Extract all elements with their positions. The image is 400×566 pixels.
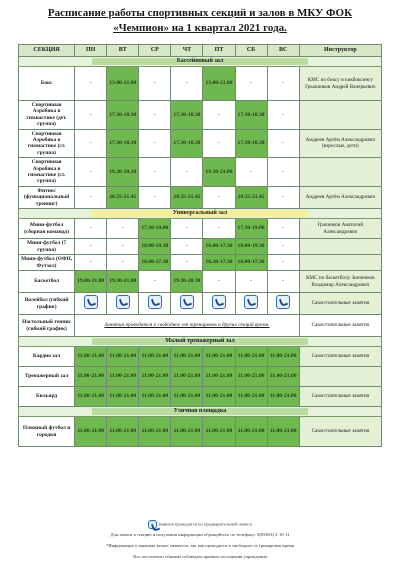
schedule-cell-mon: 11.00-21.00 [75, 347, 107, 367]
instructor-column-header: Инструктор [299, 45, 381, 57]
header-row [19, 45, 382, 57]
schedule-cell-sun: - [267, 129, 299, 158]
table-row [19, 387, 382, 407]
activity-name: Баскетбол [19, 271, 75, 293]
activity-name: Спортивная Аэробика в гимнастике (ст. группа) [19, 158, 75, 187]
schedule-cell-fri: 11.00-21.00 [203, 387, 235, 407]
table-row [19, 67, 382, 101]
schedule-cell-wed: 18.00-19.30 [139, 239, 171, 255]
schedule-cell-thu: 20.35-21.45 [171, 186, 203, 208]
schedule-cell-wed: - [139, 158, 171, 187]
day-header: СБ [235, 45, 267, 57]
schedule-cell-sun: - [267, 239, 299, 255]
schedule-cell-mon: - [75, 129, 107, 158]
schedule-cell-tue: 13.00-21.00 [107, 67, 139, 101]
schedule-cell-tue: - [107, 239, 139, 255]
instructor-cell [299, 255, 381, 271]
schedule-cell-wed: - [139, 271, 171, 293]
schedule-cell-wed: 11.00-21.00 [139, 387, 171, 407]
schedule-cell-mon: - [75, 186, 107, 208]
schedule-cell-thu: - [171, 219, 203, 239]
instructor-cell [299, 367, 381, 387]
section-label: Уличная площадка [92, 408, 308, 414]
section-column-header: СЕКЦИЯ [19, 45, 75, 57]
schedule-cell-fri: 16.00-17.30 [203, 239, 235, 255]
phone-icon [148, 295, 162, 309]
schedule-cell-sat: 16.00-17.30 [235, 255, 267, 271]
schedule-cell-sat: - [235, 158, 267, 187]
schedule-cell-thu: 11.00-21.00 [171, 417, 203, 447]
section-header [19, 407, 382, 417]
section-header [19, 337, 382, 347]
section-header [19, 209, 382, 219]
phone-icon [116, 295, 130, 309]
schedule-cell-wed: 11.00-21.00 [139, 417, 171, 447]
schedule-cell-wed: - [139, 101, 171, 130]
schedule-cell-sat: 20.35-21.45 [235, 186, 267, 208]
schedule-cell-thu: 11.00-21.00 [171, 347, 203, 367]
section-label: Универсальный зал [92, 210, 308, 216]
schedule-cell-sun: - [267, 219, 299, 239]
schedule-cell-mon: - [75, 101, 107, 130]
schedule-cell-sun: 11.00-21.00 [267, 347, 299, 367]
table-row [19, 129, 382, 158]
schedule-cell-sat: 11.00-21.00 [235, 347, 267, 367]
schedule-cell-wed: - [139, 129, 171, 158]
table-row [19, 417, 382, 447]
schedule-cell-tue: 19.30-20.30 [107, 158, 139, 187]
schedule-cell-mon [75, 293, 107, 315]
schedule-cell-mon: 11.00-21.00 [75, 417, 107, 447]
activity-name: Фитнес (функциональный тренинг) [19, 186, 75, 208]
schedule-cell-thu: 19.30-20.30 [171, 271, 203, 293]
schedule-cell-mon: 19.00-21.00 [75, 271, 107, 293]
schedule-cell-sat: 18.00-19.30 [235, 239, 267, 255]
instructor-cell: КМС по боксу и кикбоксингу Грыжинков Андрей Валерьевич [299, 67, 381, 101]
schedule-cell-sat: 11.00-21.00 [235, 417, 267, 447]
instructor-cell: КМС по баскетболу Зинченков Владимир Александрович [299, 271, 381, 293]
instructor-cell: Самостоятельные занятия [299, 387, 381, 407]
tennis-note: Занятия проводятся в свободное от тренировок в других секций время. [104, 322, 270, 329]
schedule-cell-wed: 11.00-21.00 [139, 347, 171, 367]
schedule-cell-thu: 17.30-18.30 [171, 129, 203, 158]
schedule-cell-tue: - [107, 255, 139, 271]
phone-icon [148, 520, 157, 529]
schedule-cell-sun: 11.00-21.00 [267, 387, 299, 407]
phone-icon [276, 295, 290, 309]
day-header: ЧТ [171, 45, 203, 57]
instructor-cell [299, 101, 381, 130]
schedule-cell-sun: - [267, 67, 299, 101]
schedule-cell-mon: - [75, 67, 107, 101]
schedule-cell-sun: - [267, 186, 299, 208]
schedule-cell-sun: - [267, 255, 299, 271]
activity-name: Мини-футбол (ОФП, Футзал) [19, 255, 75, 271]
schedule-cell-wed: 16.00-17.30 [139, 255, 171, 271]
schedule-cell-wed: - [139, 186, 171, 208]
schedule-cell-thu: - [171, 239, 203, 255]
table-row [19, 367, 382, 387]
schedule-cell-sat: 11.00-21.00 [235, 387, 267, 407]
activity-name: Спортивная Аэробика в гимнастике (ст. группа) [19, 129, 75, 158]
instructor-cell [299, 158, 381, 187]
table-row [19, 293, 382, 315]
schedule-cell-tue: 11.00-21.00 [107, 347, 139, 367]
schedule-cell-sun: 11.00-21.00 [267, 367, 299, 387]
table-row [19, 315, 382, 337]
schedule-cell-fri: 11.00-21.00 [203, 367, 235, 387]
schedule-cell-fri: 11.00-21.00 [203, 417, 235, 447]
title-line-2: «Чемпион» на 1 квартал 2021 года. [113, 22, 287, 34]
schedule-cell-thu: 11.00-21.00 [171, 367, 203, 387]
schedule-cell-fri: - [203, 186, 235, 208]
section-label: Бассейновый зал [92, 58, 308, 64]
schedule-cell-wed [139, 293, 171, 315]
day-header: ПТ [203, 45, 235, 57]
schedule-cell-thu: 17.30-18.30 [171, 101, 203, 130]
schedule-cell-sat [235, 293, 267, 315]
table-row [19, 255, 382, 271]
activity-name: Мини-футбол (сборная команда) [19, 219, 75, 239]
footer-line-3: Все посетители обязаны соблюдать правила посещения учреждения [133, 554, 267, 559]
schedule-cell-sat: - [235, 271, 267, 293]
table-row [19, 186, 382, 208]
activity-name: Бокс [19, 67, 75, 101]
instructor-cell: Грачников Анатолий Александрович [299, 219, 381, 239]
schedule-cell-sun [267, 293, 299, 315]
footer-line-2: *Информация о занятиях может меняться, так как проводится в свободное от тренировок время [106, 543, 294, 548]
schedule-cell-fri: - [203, 271, 235, 293]
schedule-cell-mon: - [75, 158, 107, 187]
activity-name: Бильярд [19, 387, 75, 407]
schedule-cell-thu [171, 293, 203, 315]
legend-text: Занятия проводятся по предварительной записи [158, 521, 252, 527]
table-row [19, 239, 382, 255]
schedule-cell-tue: 20.35-21.45 [107, 186, 139, 208]
schedule-cell-thu: 11.00-21.00 [171, 387, 203, 407]
phone-icon [180, 295, 194, 309]
schedule-cell-mon: - [75, 219, 107, 239]
schedule-cell-fri [203, 293, 235, 315]
instructor-cell: Самостоятельные занятия [299, 293, 381, 315]
page-title [0, 6, 400, 36]
day-header: ПН [75, 45, 107, 57]
phone-icon [212, 295, 226, 309]
schedule-cell-fri: 11.00-21.00 [203, 347, 235, 367]
schedule-cell-sat: 17.30-18.30 [235, 129, 267, 158]
schedule-cell-fri: - [203, 129, 235, 158]
footer-line-1: Для записи в секцию и получения информации обращайтесь по телефону: 8(83653) 2-16-11 [110, 532, 290, 537]
activity-name: Тренажерный зал [19, 367, 75, 387]
schedule-cell-wed: 17.30-19.00 [139, 219, 171, 239]
schedule-cell-mon: - [75, 239, 107, 255]
schedule-cell-mon: 11.00-21.00 [75, 367, 107, 387]
activity-name: Мини-футбол (7 группа) [19, 239, 75, 255]
schedule-table [18, 44, 382, 447]
schedule-cell-fri: 16.30-17.30 [203, 255, 235, 271]
title-line-1: Расписание работы спортивных секций и залов в МКУ ФОК [47, 7, 353, 19]
tennis-note-cell [75, 315, 300, 337]
schedule-cell-wed: 11.00-21.00 [139, 367, 171, 387]
phone-icon [244, 295, 258, 309]
day-header: ВС [267, 45, 299, 57]
schedule-cell-tue: 19.30-21.00 [107, 271, 139, 293]
schedule-cell-tue: 17.30-18.30 [107, 129, 139, 158]
schedule-cell-thu: - [171, 255, 203, 271]
schedule-cell-sun: - [267, 101, 299, 130]
instructor-cell: Самостоятельные занятия [299, 315, 381, 337]
section-label: Малый тренажерный зал [92, 338, 308, 344]
instructor-cell: Самостоятельные занятия [299, 417, 381, 447]
schedule-cell-sun: - [267, 158, 299, 187]
schedule-cell-fri: - [203, 101, 235, 130]
activity-name: Настольный теннис (гибкий график) [19, 315, 75, 337]
schedule-cell-fri: 13.00-21.00 [203, 67, 235, 101]
table-row [19, 219, 382, 239]
schedule-cell-tue [107, 293, 139, 315]
schedule-cell-sun: 11.00-21.00 [267, 417, 299, 447]
schedule-cell-mon: 11.00-21.00 [75, 387, 107, 407]
schedule-cell-sat: 17.30-18.30 [235, 101, 267, 130]
table-row [19, 271, 382, 293]
activity-name: Спортивная Аэробика в гимнастике (дет. группа) [19, 101, 75, 130]
table-row [19, 101, 382, 130]
schedule-cell-thu: - [171, 158, 203, 187]
schedule-cell-tue: - [107, 219, 139, 239]
instructor-cell: Самостоятельные занятия [299, 347, 381, 367]
section-header [19, 57, 382, 67]
activity-name: Кардио зал [19, 347, 75, 367]
schedule-cell-sun: - [267, 271, 299, 293]
table-row [19, 347, 382, 367]
table-row [19, 158, 382, 187]
day-header: СР [139, 45, 171, 57]
schedule-cell-mon: - [75, 255, 107, 271]
schedule-cell-sat: 11.00-21.00 [235, 367, 267, 387]
schedule-cell-tue: 11.00-21.00 [107, 387, 139, 407]
legend [40, 520, 360, 529]
schedule-cell-sat: 17.30-19.00 [235, 219, 267, 239]
activity-name: Пляжный футбол и городки [19, 417, 75, 447]
schedule-cell-tue: 17.30-18.30 [107, 101, 139, 130]
schedule-cell-thu: - [171, 67, 203, 101]
phone-icon [84, 295, 98, 309]
schedule-cell-tue: 11.00-21.00 [107, 417, 139, 447]
activity-name: Волейбол (гибкий график) [19, 293, 75, 315]
schedule-cell-fri: 19.30-21.00 [203, 158, 235, 187]
instructor-cell: Андреев Артём Александрович [299, 186, 381, 208]
schedule-cell-fri: - [203, 219, 235, 239]
instructor-cell: Андреев Артём Александрович (взрослые, дети) [299, 129, 381, 158]
schedule-cell-tue: 11.00-21.00 [107, 367, 139, 387]
instructor-cell [299, 239, 381, 255]
schedule-cell-wed: - [139, 67, 171, 101]
schedule-cell-sat: - [235, 67, 267, 101]
day-header: ВТ [107, 45, 139, 57]
